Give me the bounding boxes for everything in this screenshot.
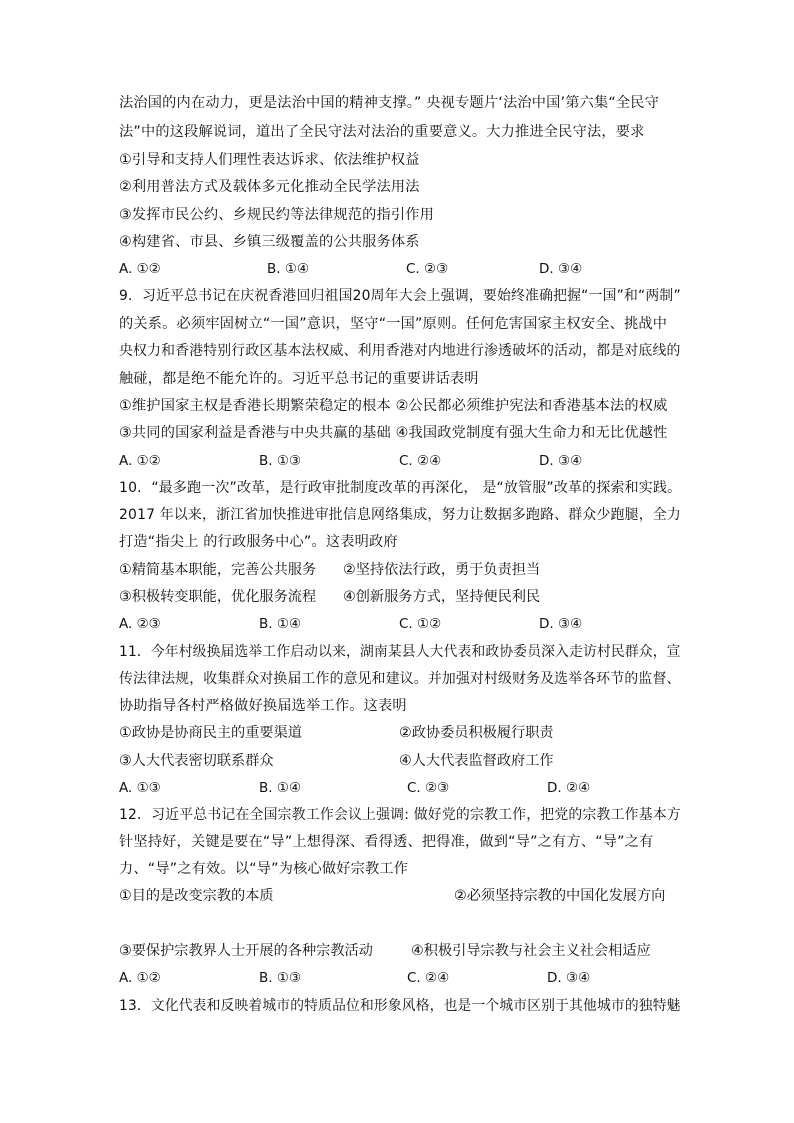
q9-stem-line: 触碰，都是绝不能允许的。习近平总书记的重要讲话表明	[119, 371, 479, 387]
option-c: C. ②③	[407, 780, 450, 796]
option-b: B. ①④	[267, 261, 310, 277]
option-a: A. ①②	[119, 453, 161, 469]
q9-stem-line: 的关系。必须牢固树立“一国”意识，坚守“一国”原则。任何危害国家主权安全、挑战中	[119, 316, 668, 332]
option-d: D. ③④	[547, 970, 591, 986]
q10-items-row	[119, 560, 679, 580]
q10-stem-line: 打造“指尖上 的行政服务中心”。这表明政府	[119, 534, 398, 550]
q10-item: ①精简基本职能，完善公共服务	[119, 562, 317, 578]
q12-options	[119, 968, 679, 988]
option-b: B. ①④	[259, 616, 302, 632]
q10-stem-line: 2017 年以来，浙江省加快推进审批信息网络集成，努力让数据多跑路、群众少跑腿，全力	[119, 507, 681, 523]
q11-options	[119, 778, 679, 798]
option-c: C. ②③	[406, 261, 449, 277]
q11-stem-line: 11．今年村级换届选举工作启动以来，湖南某县人大代表和政协委员深入走访村民群众，宣	[119, 644, 681, 660]
option-b: B. ①③	[259, 453, 302, 469]
option-d: D. ③④	[539, 616, 583, 632]
q9-stem-line: 9．习近平总书记在庆祝香港回归祖国20周年大会上强调，要始终准确把握“一国”和“两制”	[119, 288, 681, 304]
q8-item: ②利用普法方式及载体多元化推动全民学法用法	[119, 179, 420, 195]
q11-item: ④人大代表监督政府工作	[399, 753, 554, 769]
q8-options	[119, 259, 679, 279]
option-b: B. ①④	[259, 780, 302, 796]
q10-item: ③积极转变职能，优化服务流程	[119, 589, 317, 605]
option-d: D. ②④	[547, 780, 591, 796]
option-d: D. ③④	[539, 261, 583, 277]
q11-stem-line: 传法律法规，收集群众对换届工作的意见和建议。并加强对村级财务及选举各环节的监督、	[119, 671, 681, 687]
option-a: A. ①②	[119, 261, 161, 277]
q11-item: ①政协是协商民主的重要渠道	[119, 725, 302, 741]
q12-item: ①目的是改变宗教的本质	[119, 888, 274, 904]
option-c: C. ②④	[399, 453, 442, 469]
option-c: C. ①②	[399, 616, 442, 632]
q13-stem-line: 13．文化代表和反映着城市的特质品位和形象风格，也是一个城市区别于其他城市的独特魅	[119, 998, 681, 1014]
q8-item: ③发挥市民公约、乡规民约等法律规范的指引作用	[119, 207, 435, 223]
q8-stem-line: 法”中的这段解说词，道出了全民守法对法治的重要意义。大力推进全民守法，要求	[119, 124, 645, 140]
q8-item: ④构建省、市县、乡镇三级覆盖的公共服务体系	[119, 234, 420, 250]
q12-items-row	[119, 886, 679, 906]
q11-items-row	[119, 751, 679, 771]
q10-item: ②坚持依法行政，勇于负责担当	[343, 562, 541, 578]
option-c: C. ②④	[407, 970, 450, 986]
option-b: B. ①③	[259, 970, 302, 986]
q11-stem-line: 协助指导各村严格做好换届选举工作。这表明	[119, 698, 407, 714]
q12-stem-line: 针坚持好，关键是要在“导”上想得深、看得透、把得准，做到“导”之有方、“导”之有	[119, 834, 654, 850]
q9-item: ①维护国家主权是香港长期繁荣稳定的根本 ②公民都必须维护宪法和香港基本法的权威	[119, 398, 668, 414]
q11-item: ③人大代表密切联系群众	[119, 753, 274, 769]
q8-item: ①引导和支持人们理性表达诉求、依法维护权益	[119, 152, 420, 168]
q11-items-row	[119, 723, 679, 743]
q12-item: ③要保护宗教界人士开展的各种宗教活动	[119, 943, 373, 959]
q12-items-row	[119, 941, 679, 961]
q8-stem-line: 法治国的内在动力，更是法治中国的精神支撑。” 央视专题片‘法治中国’第六集“全民守	[119, 95, 660, 111]
option-a: A. ②③	[119, 616, 161, 632]
q10-options	[119, 614, 679, 634]
q12-item: ②必须坚持宗教的中国化发展方向	[454, 888, 666, 904]
q12-stem-line: 12．习近平总书记在全国宗教工作会议上强调: 做好党的宗教工作，把党的宗教工作基本方	[119, 807, 681, 823]
option-d: D. ③④	[539, 453, 583, 469]
q12-stem-line: 力、“导”之有效。以“导”为核心做好宗教工作	[119, 861, 409, 877]
q9-item: ③共同的国家利益是香港与中央共赢的基础 ④我国政党制度有强大生命力和无比优越性	[119, 425, 668, 441]
q10-stem-line: 10．“最多跑一次”改革，是行政审批制度改革的再深化， 是“放管服”改革的探索和实践。	[119, 480, 682, 496]
option-a: A. ①③	[119, 780, 161, 796]
option-a: A. ①②	[119, 970, 161, 986]
q11-item: ②政协委员积极履行职责	[399, 725, 554, 741]
q12-item: ④积极引导宗教与社会主义社会相适应	[411, 943, 651, 959]
q10-items-row	[119, 587, 679, 607]
q9-stem-line: 央权力和香港特别行政区基本法权威、利用香港对内地进行渗透破坏的活动，都是对底线的	[119, 343, 681, 359]
q9-options	[119, 451, 679, 471]
q10-item: ④创新服务方式，坚持便民利民	[343, 589, 541, 605]
